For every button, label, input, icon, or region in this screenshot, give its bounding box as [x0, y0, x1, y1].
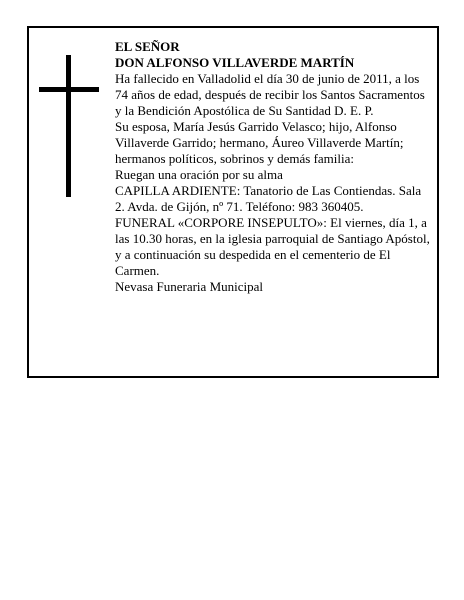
- title-line-1: EL SEÑOR: [115, 39, 180, 54]
- notice-text: [115, 39, 431, 295]
- family-members: Su esposa, María Jesús Garrido Velasco; hijo, Alfonso Villaverde Garrido; hermano, Áureo Villaverde Martín; hermanos políticos, sobrinos y demás familia:: [115, 119, 404, 166]
- wake-info: CAPILLA ARDIENTE: Tanatorio de Las Contiendas. Sala 2. Avda. de Gijón, nº 71. Teléfono: 983 360405.: [115, 183, 422, 214]
- obituary-notice: [27, 26, 439, 378]
- deceased-name: DON ALFONSO VILLAVERDE MARTÍN: [115, 55, 355, 70]
- prayer-request: Ruegan una oración por su alma: [115, 167, 283, 182]
- cross-icon: [39, 55, 99, 197]
- cross-horizontal-bar: [39, 87, 99, 92]
- cross-vertical-bar: [66, 55, 71, 197]
- funeral-home: Nevasa Funeraria Municipal: [115, 279, 264, 294]
- funeral-info: FUNERAL «CORPORE INSEPULTO»: El viernes, día 1, a las 10.30 horas, en la iglesia parroquial de Santiago Apóstol, y a continuación su despedida en el cementerio de El Carmen.: [115, 215, 430, 278]
- death-announcement: Ha fallecido en Valladolid el día 30 de junio de 2011, a los 74 años de edad, después de recibir los Santos Sacramentos y la Bendición Apostólica de Su Santidad D. E. P.: [115, 71, 425, 118]
